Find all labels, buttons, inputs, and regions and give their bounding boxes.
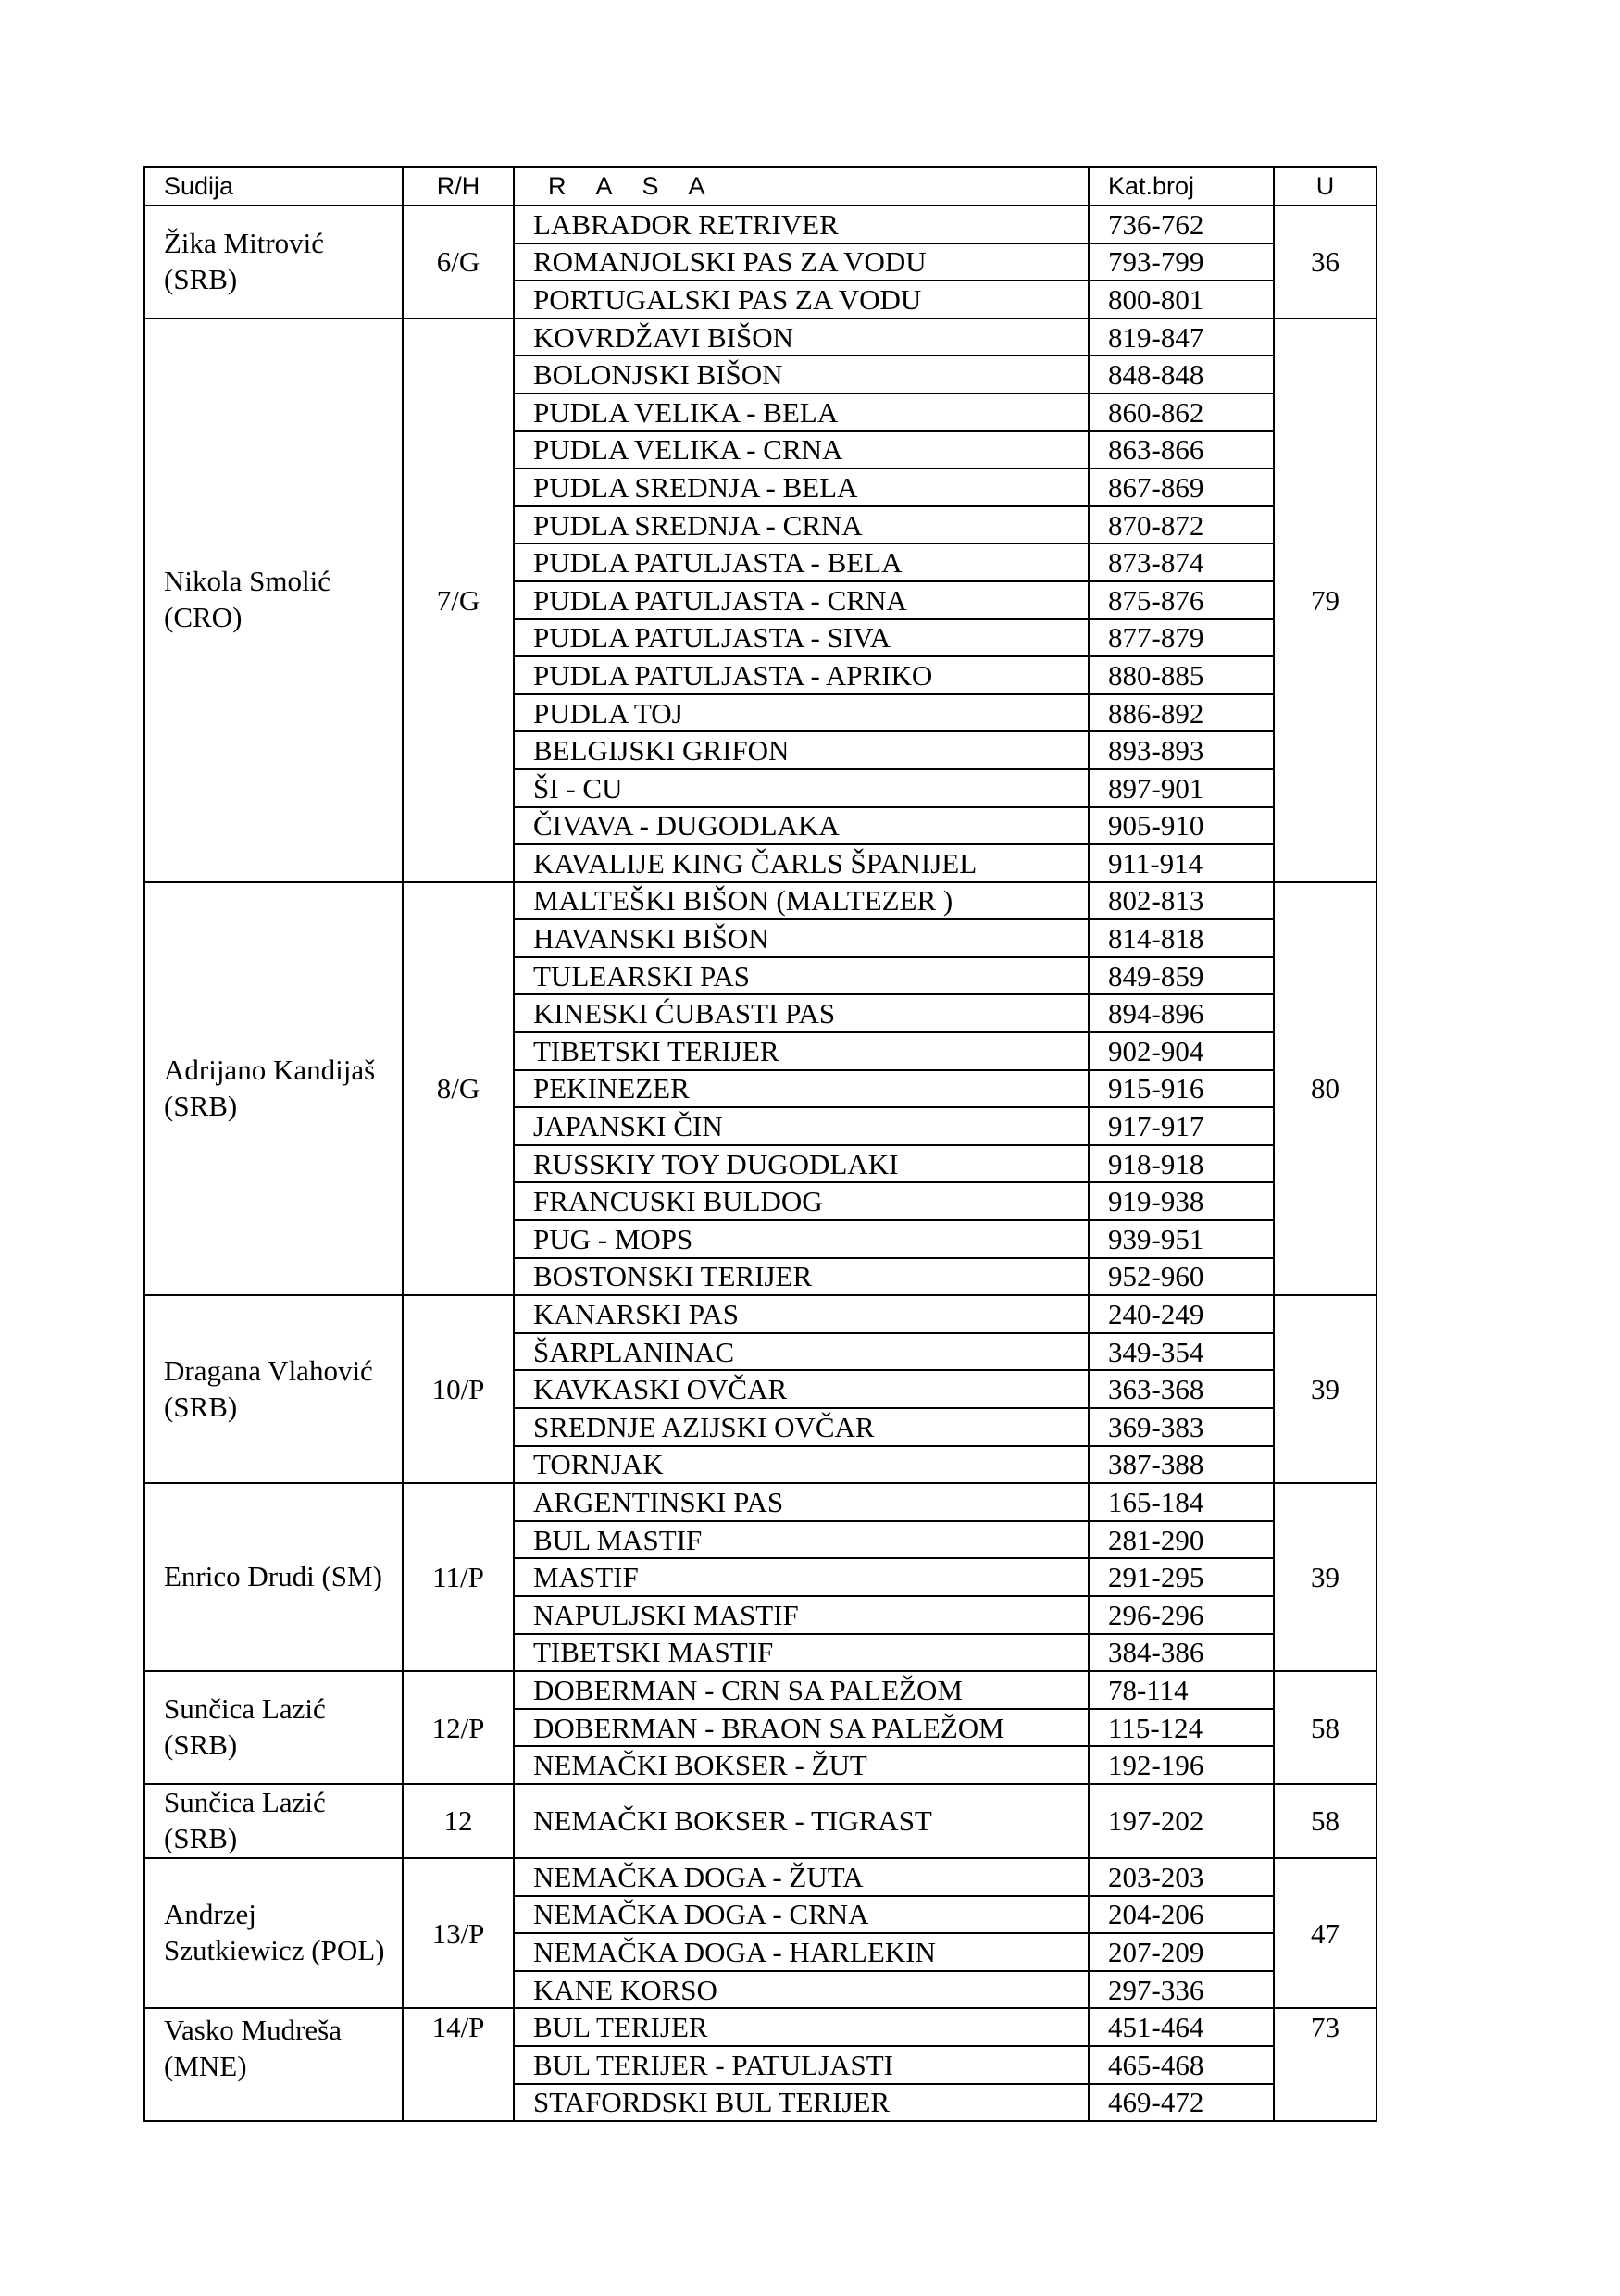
- breed-name: BOLONJSKI BIŠON: [514, 356, 1089, 393]
- catalog-range: 296-296: [1089, 1596, 1274, 1634]
- catalog-range: 902-904: [1089, 1032, 1274, 1070]
- ring-hall: 12/P: [403, 1671, 514, 1784]
- total-count: 80: [1274, 882, 1377, 1296]
- header-breed: R A S A: [514, 167, 1089, 206]
- ring-hall: 11/P: [403, 1483, 514, 1671]
- judge-name: Enrico Drudi (SM): [144, 1483, 403, 1671]
- breed-name: PORTUGALSKI PAS ZA VODU: [514, 281, 1089, 318]
- catalog-range: 918-918: [1089, 1145, 1274, 1183]
- catalog-range: 736-762: [1089, 206, 1274, 243]
- breed-name: BUL TERIJER: [514, 2008, 1089, 2046]
- judge-name: Dragana Vlahović (SRB): [144, 1295, 403, 1483]
- breed-name: PUDLA VELIKA - BELA: [514, 393, 1089, 431]
- catalog-range: 875-876: [1089, 581, 1274, 619]
- header-rh: R/H: [403, 167, 514, 206]
- breed-name: NEMAČKI BOKSER - ŽUT: [514, 1746, 1089, 1784]
- catalog-range: 802-813: [1089, 882, 1274, 920]
- breed-name: PUDLA TOJ: [514, 694, 1089, 732]
- catalog-range: 349-354: [1089, 1333, 1274, 1371]
- breed-name: STAFORDSKI BUL TERIJER: [514, 2084, 1089, 2122]
- breed-name: KINESKI ĆUBASTI PAS: [514, 994, 1089, 1032]
- breed-name: ČIVAVA - DUGODLAKA: [514, 807, 1089, 845]
- catalog-range: 363-368: [1089, 1370, 1274, 1408]
- breed-name: BOSTONSKI TERIJER: [514, 1258, 1089, 1296]
- catalog-range: 165-184: [1089, 1483, 1274, 1521]
- catalog-range: 203-203: [1089, 1858, 1274, 1896]
- breed-name: TORNJAK: [514, 1446, 1089, 1484]
- breed-name: PUDLA PATULJASTA - SIVA: [514, 619, 1089, 657]
- catalog-range: 919-938: [1089, 1182, 1274, 1220]
- breed-name: PUG - MOPS: [514, 1220, 1089, 1258]
- table-row: [144, 1784, 1377, 1858]
- catalog-range: 849-859: [1089, 957, 1274, 995]
- catalog-range: 867-869: [1089, 468, 1274, 506]
- catalog-range: 204-206: [1089, 1896, 1274, 1934]
- catalog-range: 800-801: [1089, 281, 1274, 318]
- catalog-range: 192-196: [1089, 1746, 1274, 1784]
- catalog-range: 905-910: [1089, 807, 1274, 845]
- breed-name: DOBERMAN - CRN SA PALEŽOM: [514, 1671, 1089, 1709]
- catalog-range: 78-114: [1089, 1671, 1274, 1709]
- breed-name: TIBETSKI TERIJER: [514, 1032, 1089, 1070]
- breed-name: KANARSKI PAS: [514, 1295, 1089, 1333]
- judges-breeds-table: [143, 166, 1377, 2122]
- catalog-range: 848-848: [1089, 356, 1274, 393]
- breed-name: BUL MASTIF: [514, 1521, 1089, 1559]
- catalog-range: 465-468: [1089, 2046, 1274, 2084]
- ring-hall: 6/G: [403, 206, 514, 318]
- header-row: [144, 167, 1377, 206]
- breed-name: NEMAČKI BOKSER - TIGRAST: [514, 1784, 1089, 1858]
- catalog-range: 297-336: [1089, 1971, 1274, 2009]
- catalog-range: 387-388: [1089, 1446, 1274, 1484]
- breed-name: NEMAČKA DOGA - ŽUTA: [514, 1858, 1089, 1896]
- breed-name: NEMAČKA DOGA - HARLEKIN: [514, 1933, 1089, 1971]
- catalog-range: 893-893: [1089, 731, 1274, 769]
- table-row: [144, 318, 1377, 356]
- catalog-range: 939-951: [1089, 1220, 1274, 1258]
- breed-name: ROMANJOLSKI PAS ZA VODU: [514, 243, 1089, 281]
- catalog-range: 863-866: [1089, 431, 1274, 469]
- catalog-range: 384-386: [1089, 1634, 1274, 1672]
- table-row: [144, 1671, 1377, 1709]
- total-count: 79: [1274, 318, 1377, 882]
- judge-name: Adrijano Kandijaš (SRB): [144, 882, 403, 1296]
- breed-name: ŠARPLANINAC: [514, 1333, 1089, 1371]
- catalog-range: 369-383: [1089, 1408, 1274, 1446]
- catalog-range: 873-874: [1089, 543, 1274, 581]
- breed-name: ARGENTINSKI PAS: [514, 1483, 1089, 1521]
- ring-hall: 12: [403, 1784, 514, 1858]
- judge-name: Nikola Smolić (CRO): [144, 318, 403, 882]
- total-count: 58: [1274, 1671, 1377, 1784]
- catalog-range: 281-290: [1089, 1521, 1274, 1559]
- total-count: 58: [1274, 1784, 1377, 1858]
- breed-name: KAVKASKI OVČAR: [514, 1370, 1089, 1408]
- catalog-range: 469-472: [1089, 2084, 1274, 2122]
- catalog-range: 880-885: [1089, 656, 1274, 694]
- breed-name: TULEARSKI PAS: [514, 957, 1089, 995]
- breed-name: PUDLA PATULJASTA - CRNA: [514, 581, 1089, 619]
- ring-hall: 8/G: [403, 882, 514, 1296]
- table-row: [144, 206, 1377, 243]
- table-body: [144, 206, 1377, 2121]
- breed-name: KANE KORSO: [514, 1971, 1089, 2009]
- total-count: 47: [1274, 1858, 1377, 2008]
- breed-name: SREDNJE AZIJSKI OVČAR: [514, 1408, 1089, 1446]
- catalog-range: 870-872: [1089, 506, 1274, 544]
- ring-hall: 14/P: [403, 2008, 514, 2121]
- judge-name: Sunčica Lazić (SRB): [144, 1671, 403, 1784]
- breed-name: DOBERMAN - BRAON SA PALEŽOM: [514, 1709, 1089, 1747]
- breed-name: KOVRDŽAVI BIŠON: [514, 318, 1089, 356]
- breed-name: PEKINEZER: [514, 1070, 1089, 1108]
- judge-name: Žika Mitrović (SRB): [144, 206, 403, 318]
- catalog-range: 897-901: [1089, 769, 1274, 807]
- breed-name: FRANCUSKI BULDOG: [514, 1182, 1089, 1220]
- catalog-range: 291-295: [1089, 1558, 1274, 1596]
- catalog-range: 917-917: [1089, 1107, 1274, 1145]
- table-header: [144, 167, 1377, 206]
- header-catalog: Kat.broj: [1089, 167, 1274, 206]
- total-count: 39: [1274, 1295, 1377, 1483]
- breed-name: BUL TERIJER - PATULJASTI: [514, 2046, 1089, 2084]
- breed-name: KAVALIJE KING ČARLS ŠPANIJEL: [514, 844, 1089, 882]
- judge-name: Vasko Mudreša (MNE): [144, 2008, 403, 2121]
- total-count: 39: [1274, 1483, 1377, 1671]
- breed-name: JAPANSKI ČIN: [514, 1107, 1089, 1145]
- breed-name: LABRADOR RETRIVER: [514, 206, 1089, 243]
- catalog-range: 877-879: [1089, 619, 1274, 657]
- breed-name: HAVANSKI BIŠON: [514, 919, 1089, 957]
- breed-name: PUDLA VELIKA - CRNA: [514, 431, 1089, 469]
- header-judge: Sudija: [144, 167, 403, 206]
- table-row: [144, 1858, 1377, 1896]
- catalog-range: 915-916: [1089, 1070, 1274, 1108]
- table-row: [144, 882, 1377, 920]
- breed-name: NEMAČKA DOGA - CRNA: [514, 1896, 1089, 1934]
- breed-name: PUDLA SREDNJA - BELA: [514, 468, 1089, 506]
- breed-name: PUDLA PATULJASTA - APRIKO: [514, 656, 1089, 694]
- total-count: 73: [1274, 2008, 1377, 2121]
- breed-name: PUDLA SREDNJA - CRNA: [514, 506, 1089, 544]
- breed-name: TIBETSKI MASTIF: [514, 1634, 1089, 1672]
- breed-name: NAPULJSKI MASTIF: [514, 1596, 1089, 1634]
- catalog-range: 886-892: [1089, 694, 1274, 732]
- catalog-range: 952-960: [1089, 1258, 1274, 1296]
- catalog-range: 207-209: [1089, 1933, 1274, 1971]
- breed-name: RUSSKIY TOY DUGODLAKI: [514, 1145, 1089, 1183]
- ring-hall: 13/P: [403, 1858, 514, 2008]
- catalog-range: 860-862: [1089, 393, 1274, 431]
- catalog-range: 793-799: [1089, 243, 1274, 281]
- catalog-range: 115-124: [1089, 1709, 1274, 1747]
- table-row: [144, 2008, 1377, 2046]
- ring-hall: 10/P: [403, 1295, 514, 1483]
- table-row: [144, 1295, 1377, 1333]
- table-row: [144, 1483, 1377, 1521]
- catalog-range: 894-896: [1089, 994, 1274, 1032]
- header-u: U: [1274, 167, 1377, 206]
- breed-name: BELGIJSKI GRIFON: [514, 731, 1089, 769]
- ring-hall: 7/G: [403, 318, 514, 882]
- catalog-range: 451-464: [1089, 2008, 1274, 2046]
- catalog-range: 197-202: [1089, 1784, 1274, 1858]
- breed-name: PUDLA PATULJASTA - BELA: [514, 543, 1089, 581]
- breed-name: MASTIF: [514, 1558, 1089, 1596]
- judge-name: Andrzej Szutkiewicz (POL): [144, 1858, 403, 2008]
- catalog-range: 240-249: [1089, 1295, 1274, 1333]
- catalog-range: 814-818: [1089, 919, 1274, 957]
- breed-name: ŠI - CU: [514, 769, 1089, 807]
- judge-name: Sunčica Lazić (SRB): [144, 1784, 403, 1858]
- catalog-range: 819-847: [1089, 318, 1274, 356]
- catalog-range: 911-914: [1089, 844, 1274, 882]
- breed-name: MALTEŠKI BIŠON (MALTEZER ): [514, 882, 1089, 920]
- total-count: 36: [1274, 206, 1377, 318]
